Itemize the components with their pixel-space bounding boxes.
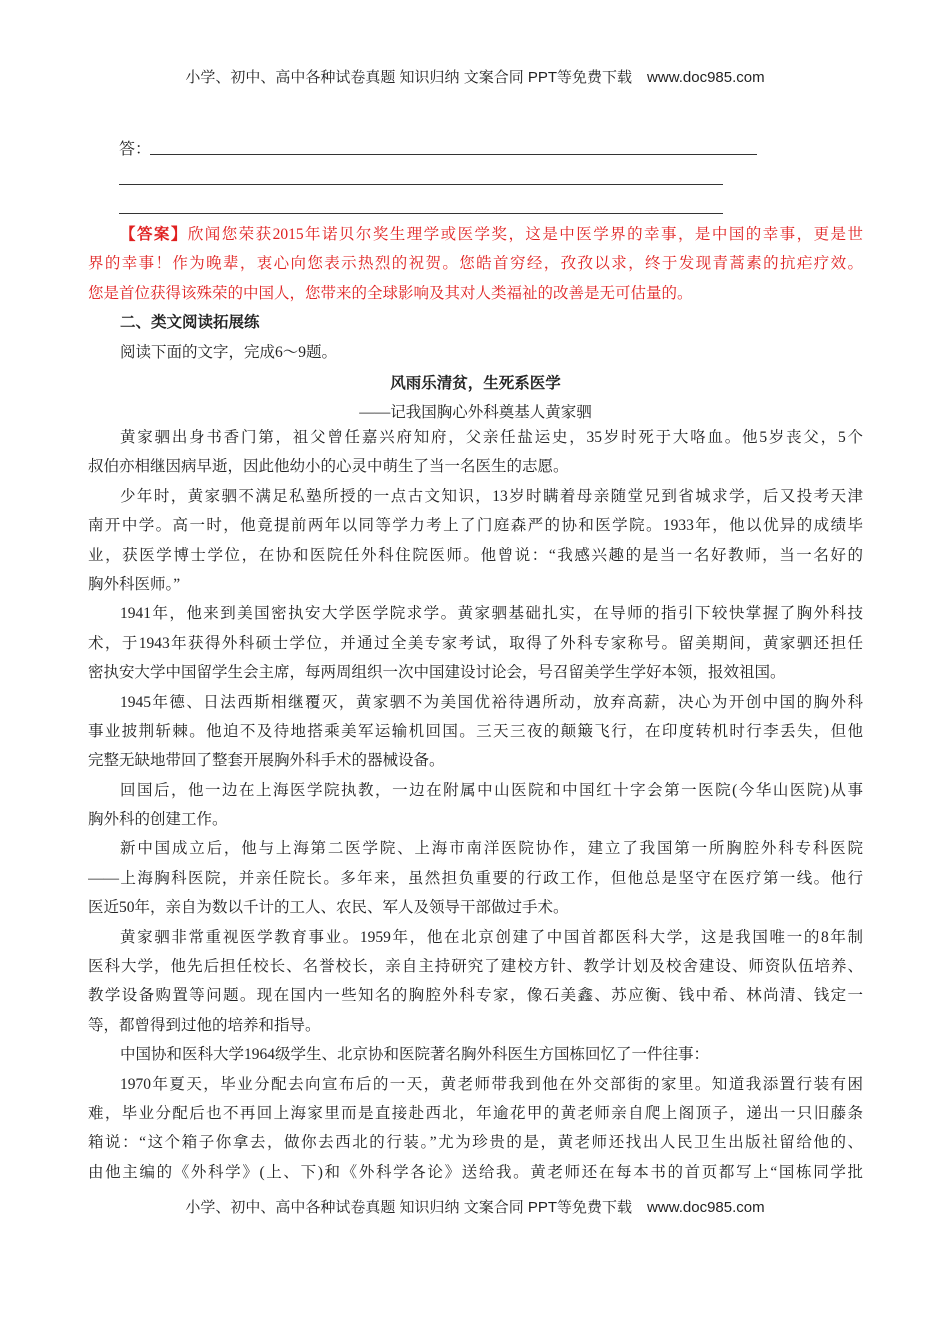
article-line: 回国后，他一边在上海医学院执教，一边在附属中山医院和中国红十字会第一医院(今华山医院)从事: [120, 781, 863, 799]
answer-key: [88, 220, 863, 428]
article-line: 胸外科的创建工作。: [88, 811, 228, 829]
answer-line: 您是首位获得该殊荣的中国人，您带来的全球影响及其对人类福祉的改善是无可估量的。: [88, 284, 693, 302]
article-line: 等，都曾得到过他的培养和指导。: [88, 1016, 321, 1034]
page-footer-banner: 小学、初中、高中各种试卷真题 知识归纳 文案合同 PPT等免费下载 www.doc985.com: [185, 1199, 765, 1216]
article-line: 黄家驷非常重视医学教育事业。1959年，他在北京创建了中国首都医科大学，这是我国唯一的8年制: [120, 928, 863, 946]
article-line: 医近50年，亲自为数以千计的工人、农民、军人及领导干部做过手术。: [88, 899, 569, 917]
answer-prompt: 答：: [119, 141, 152, 158]
article-line: 1970年夏天，毕业分配去向宣布后的一天，黄老师带我到他在外交部街的家里。知道我添置行装有困: [120, 1075, 863, 1093]
article-line: 事业披荆斩棘。他迫不及待地搭乘美军运输机回国。三天三夜的颠簸飞行，在印度转机时行李丢失，但他: [88, 722, 863, 740]
answer-blank-line[interactable]: [119, 184, 723, 185]
article-body: [88, 423, 863, 1187]
article-line: 1945年德、日法西斯相继覆灭，黄家驷不为美国优裕待遇所动，放弃高薪，决心为开创中国的胸外科: [120, 693, 863, 711]
page-header-banner: 小学、初中、高中各种试卷真题 知识归纳 文案合同 PPT等免费下载 www.doc985.com: [185, 69, 765, 86]
article-line: 术，于1943年获得外科硕士学位，并通过全美专家考试，取得了外科专家称号。留美期间，黄家驷还担任: [88, 634, 863, 652]
instruction: 阅读下面的文字，完成6～9题。: [120, 343, 338, 361]
article-line: 1941年，他来到美国密执安大学医学院求学。黄家驷基础扎实，在导师的指引下较快掌握了胸外科技: [120, 605, 863, 623]
article-line: 胸外科医师。”: [88, 575, 181, 593]
article-line: ——上海胸科医院，并亲任院长。多年来，虽然担负重要的行政工作，但他总是坚守在医疗第一线。他行: [88, 869, 863, 887]
article-line: 由他主编的《外科学》(上、下)和《外科学各论》送给我。黄老师还在每本书的首页都写上“国栋同学批: [88, 1163, 863, 1181]
answer-line: 界的幸事！作为晚辈，衷心向您表示热烈的祝贺。您皓首穷经，孜孜以求，终于发现青蒿素的抗疟疗效。: [88, 255, 863, 273]
article-line: 叔伯亦相继因病早逝，因此他幼小的心灵中萌生了当一名医生的志愿。: [88, 458, 569, 476]
article-subtitle: ——记我国胸心外科奠基人黄家驷: [359, 404, 592, 422]
article-line: 完整无缺地带回了整套开展胸外科手术的器械设备。: [88, 752, 445, 770]
answer-label: 【答案】: [120, 226, 188, 243]
answer-line: 【答案】欣闻您荣获2015年诺贝尔奖生理学或医学奖，这是中医学界的幸事，是中国的幸事，更是世: [120, 226, 863, 243]
answer-blank-line[interactable]: [150, 154, 757, 155]
answer-blank-line[interactable]: [119, 213, 723, 214]
article-line: 中国协和医科大学1964级学生、北京协和医院著名胸外科医生方国栋回忆了一件往事：: [120, 1046, 710, 1064]
article-line: 南开中学。高一时，他竟提前两年以同等学力考上了门庭森严的协和医学院。1933年，他以优异的成绩毕: [88, 517, 863, 535]
article-line: 教学设备购置等问题。现在国内一些知名的胸腔外科专家，像石美鑫、苏应衡、钱中希、林尚清、钱定一: [88, 987, 863, 1005]
article-line: 难，毕业分配后也不再回上海家里而是直接赴西北，年逾花甲的黄老师亲自爬上阁顶子，递出一只旧藤条: [88, 1104, 863, 1122]
article-line: 黄家驷出身书香门第，祖父曾任嘉兴府知府，父亲任盐运史，35岁时死于大咯血。他5岁丧父，5个: [120, 429, 863, 446]
article-title: 风雨乐清贫，生死系医学: [390, 374, 561, 392]
article-line: 少年时，黄家驷不满足私塾所授的一点古文知识，13岁时瞒着母亲随堂兄到省城求学，后又投考天津: [120, 487, 863, 505]
section-heading: 二、类文阅读拓展练: [120, 314, 260, 332]
article-line: 新中国成立后，他与上海第二医学院、上海市南洋医院协作，建立了我国第一所胸腔外科专科医院: [120, 840, 863, 858]
article-line: 密执安大学中国留学生会主席，每两周组织一次中国建设讨论会，号召留美学生学好本领，报效祖国。: [88, 664, 786, 682]
article-line: 业，获医学博士学位，在协和医院任外科住院医师。他曾说：“我感兴趣的是当一名好教师，当一名好的: [88, 546, 863, 564]
article-line: 箱说：“这个箱子你拿去，做你去西北的行装。”尤为珍贵的是，黄老师还找出人民卫生出版社留给他的、: [88, 1134, 863, 1152]
article-line: 医科大学，他先后担任校长、名誉校长，亲自主持研究了建校方针、教学计划及校舍建设、师资队伍培养、: [88, 958, 863, 976]
